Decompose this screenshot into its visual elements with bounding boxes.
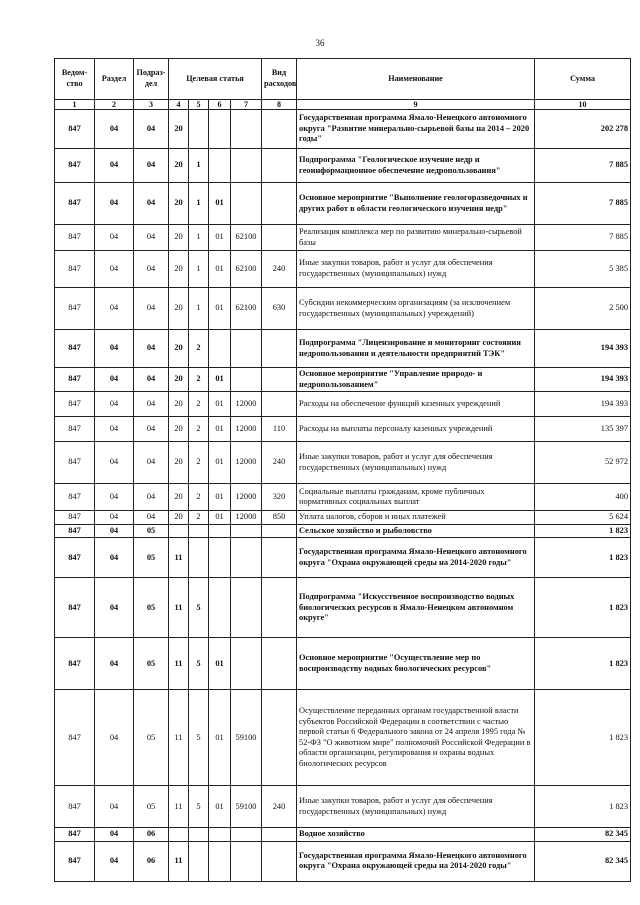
measure-code-cell: 01 [209,368,231,392]
podrazdel-cell: 04 [134,330,169,368]
name-cell: Сельское хозяйство и рыболовство [297,524,535,538]
subprogram-code-cell: 2 [189,417,209,442]
direction-code-cell [231,538,262,578]
podrazdel-cell: 04 [134,183,169,225]
name-cell: Основное мероприятие "Управление природо- и недропользованием" [297,368,535,392]
sum-cell: 82 345 [535,828,631,842]
measure-code-cell [209,841,231,881]
vedomstvo-cell: 847 [55,578,95,638]
measure-code-cell: 01 [209,484,231,511]
expense-type-cell [262,225,297,251]
direction-code-cell: 12000 [231,442,262,484]
table-row [55,251,631,288]
subprogram-code-cell [189,110,209,149]
page-number: 36 [315,38,325,48]
program-code-cell: 20 [169,288,189,330]
sum-cell: 194 393 [535,368,631,392]
razdel-cell: 04 [95,183,134,225]
expense-type-cell [262,841,297,881]
header-summa: Сумма [535,59,631,100]
podrazdel-cell: 04 [134,442,169,484]
table-row [55,442,631,484]
razdel-cell: 04 [95,538,134,578]
vedomstvo-cell: 847 [55,288,95,330]
expense-type-cell [262,538,297,578]
sum-cell: 1 823 [535,786,631,828]
column-number: 1 [55,100,95,110]
program-code-cell: 11 [169,638,189,690]
name-cell: Субсидии некоммерческим организациям (за исключением государственных (муниципальных) учреждений) [297,288,535,330]
measure-code-cell: 01 [209,183,231,225]
column-number: 7 [231,100,262,110]
direction-code-cell [231,368,262,392]
sum-cell: 5 624 [535,511,631,525]
measure-code-cell: 01 [209,417,231,442]
name-cell: Государственная программа Ямало-Ненецкого автономного округа "Охрана окружающей среды на 2014-2020 годы" [297,538,535,578]
column-number: 2 [95,100,134,110]
measure-code-cell [209,828,231,842]
name-cell: Уплата налогов, сборов и иных платежей [297,511,535,525]
sum-cell: 7 885 [535,149,631,183]
subprogram-code-cell: 1 [189,225,209,251]
direction-code-cell [231,330,262,368]
name-cell: Основное мероприятие "Выполнение геологоразведочных и других работ в области геологического изучения недр" [297,183,535,225]
expense-type-cell [262,110,297,149]
table-body [55,110,631,882]
name-cell: Подпрограмма "Геологическое изучение недр и геоинформационное обеспечение недропользования" [297,149,535,183]
name-cell: Подпрограмма "Лицензирование и мониторинг состояния недропользования и деятельности предприятий ТЭК" [297,330,535,368]
subprogram-code-cell: 2 [189,511,209,525]
podrazdel-cell: 05 [134,786,169,828]
table-row [55,368,631,392]
sum-cell: 1 823 [535,538,631,578]
subprogram-code-cell: 1 [189,183,209,225]
program-code-cell: 11 [169,841,189,881]
podrazdel-cell: 05 [134,524,169,538]
table-row [55,638,631,690]
sum-cell: 1 823 [535,578,631,638]
column-number: 5 [189,100,209,110]
direction-code-cell [231,110,262,149]
vedomstvo-cell: 847 [55,484,95,511]
name-cell: Расходы на обеспечение функций казенных учреждений [297,392,535,417]
sum-cell: 1 823 [535,638,631,690]
measure-code-cell: 01 [209,786,231,828]
razdel-cell: 04 [95,288,134,330]
razdel-cell: 04 [95,484,134,511]
name-cell: Иные закупки товаров, работ и услуг для обеспечения государственных (муниципальных) нужд [297,442,535,484]
header-vid-raskhodov: Вид расходов [262,59,297,100]
subprogram-code-cell: 1 [189,288,209,330]
measure-code-cell: 01 [209,288,231,330]
direction-code-cell: 12000 [231,417,262,442]
measure-code-cell: 01 [209,225,231,251]
name-cell: Подпрограмма "Искусственное воспроизводство водных биологических ресурсов в Ямало-Ненецком автономном округе" [297,578,535,638]
measure-code-cell: 01 [209,392,231,417]
direction-code-cell: 12000 [231,511,262,525]
program-code-cell: 20 [169,330,189,368]
program-code-cell: 11 [169,578,189,638]
razdel-cell: 04 [95,828,134,842]
table-row [55,149,631,183]
direction-code-cell: 62100 [231,288,262,330]
table-row [55,484,631,511]
table-row [55,524,631,538]
column-number: 8 [262,100,297,110]
name-cell: Иные закупки товаров, работ и услуг для обеспечения государственных (муниципальных) нужд [297,786,535,828]
vedomstvo-cell: 847 [55,511,95,525]
direction-code-cell: 62100 [231,225,262,251]
podrazdel-cell: 04 [134,417,169,442]
program-code-cell: 20 [169,225,189,251]
name-cell: Водное хозяйство [297,828,535,842]
sum-cell: 7 885 [535,183,631,225]
measure-code-cell: 01 [209,638,231,690]
header-podrazdel: Подраз-дел [134,59,169,100]
direction-code-cell: 59100 [231,786,262,828]
subprogram-code-cell [189,524,209,538]
vedomstvo-cell: 847 [55,638,95,690]
name-cell: Реализация комплекса мер по развитию минерально-сырьевой базы [297,225,535,251]
subprogram-code-cell: 2 [189,442,209,484]
expense-type-cell: 850 [262,511,297,525]
razdel-cell: 04 [95,225,134,251]
table-row [55,578,631,638]
razdel-cell: 04 [95,368,134,392]
direction-code-cell [231,638,262,690]
column-number: 10 [535,100,631,110]
razdel-cell: 04 [95,442,134,484]
measure-code-cell: 01 [209,251,231,288]
vedomstvo-cell: 847 [55,524,95,538]
razdel-cell: 04 [95,417,134,442]
name-cell: Государственная программа Ямало-Ненецкого автономного округа "Развитие минерально-сырьевой базы на 2014 – 2020 годы" [297,110,535,149]
direction-code-cell [231,578,262,638]
program-code-cell: 20 [169,392,189,417]
razdel-cell: 04 [95,786,134,828]
razdel-cell: 04 [95,690,134,786]
vedomstvo-cell: 847 [55,786,95,828]
program-code-cell [169,524,189,538]
expense-type-cell [262,368,297,392]
subprogram-code-cell: 2 [189,392,209,417]
podrazdel-cell: 05 [134,690,169,786]
vedomstvo-cell: 847 [55,149,95,183]
vedomstvo-cell: 847 [55,392,95,417]
direction-code-cell [231,149,262,183]
program-code-cell: 20 [169,368,189,392]
subprogram-code-cell: 5 [189,638,209,690]
sum-cell: 194 393 [535,330,631,368]
program-code-cell: 20 [169,110,189,149]
column-number: 3 [134,100,169,110]
measure-code-cell [209,149,231,183]
subprogram-code-cell: 5 [189,578,209,638]
sum-cell: 5 385 [535,251,631,288]
sum-cell: 400 [535,484,631,511]
column-number: 9 [297,100,535,110]
direction-code-cell: 12000 [231,484,262,511]
razdel-cell: 04 [95,251,134,288]
program-code-cell: 20 [169,149,189,183]
expense-type-cell: 240 [262,251,297,288]
program-code-cell: 20 [169,417,189,442]
measure-code-cell [209,330,231,368]
podrazdel-cell: 04 [134,149,169,183]
sum-cell: 52 972 [535,442,631,484]
name-cell: Государственная программа Ямало-Ненецкого автономного округа "Охрана окружающей среды на 2014-2020 годы" [297,841,535,881]
razdel-cell: 04 [95,392,134,417]
vedomstvo-cell: 847 [55,442,95,484]
podrazdel-cell: 04 [134,251,169,288]
subprogram-code-cell: 2 [189,368,209,392]
column-number: 4 [169,100,189,110]
table-row [55,392,631,417]
header-naimenovanie: Наименование [297,59,535,100]
program-code-cell: 11 [169,690,189,786]
direction-code-cell [231,841,262,881]
measure-code-cell [209,110,231,149]
expense-type-cell [262,392,297,417]
sum-cell: 2 500 [535,288,631,330]
podrazdel-cell: 04 [134,368,169,392]
direction-code-cell: 12000 [231,392,262,417]
razdel-cell: 04 [95,841,134,881]
subprogram-code-cell: 5 [189,690,209,786]
column-number-row [55,100,631,110]
vedomstvo-cell: 847 [55,110,95,149]
header-tselevaya-statya: Целевая статья [169,59,262,100]
expense-type-cell [262,578,297,638]
vedomstvo-cell: 847 [55,225,95,251]
column-number: 6 [209,100,231,110]
expense-type-cell [262,690,297,786]
measure-code-cell: 01 [209,511,231,525]
name-cell: Осуществление переданных органам государственной власти субъектов Российской Федерации в соответствии с частью первой статьи 6 Федерального закона от 24 апреля 1995 года № 52-ФЗ "О животном мире" полномочий Российской Федерации в области организации, регулирования и охраны водных биологических ресурсов [297,690,535,786]
program-code-cell: 11 [169,538,189,578]
vedomstvo-cell: 847 [55,828,95,842]
table-row [55,330,631,368]
name-cell: Основное мероприятие "Осуществление мер по воспроизводству водных биологических ресурсов" [297,638,535,690]
program-code-cell: 20 [169,484,189,511]
table-row [55,511,631,525]
program-code-cell: 11 [169,786,189,828]
podrazdel-cell: 06 [134,828,169,842]
sum-cell: 1 823 [535,524,631,538]
subprogram-code-cell: 1 [189,251,209,288]
subprogram-code-cell: 2 [189,484,209,511]
subprogram-code-cell [189,828,209,842]
name-cell: Социальные выплаты гражданам, кроме публичных нормативных социальных выплат [297,484,535,511]
podrazdel-cell: 05 [134,538,169,578]
expense-type-cell [262,638,297,690]
direction-code-cell: 59100 [231,690,262,786]
program-code-cell: 20 [169,251,189,288]
razdel-cell: 04 [95,578,134,638]
expense-type-cell: 320 [262,484,297,511]
razdel-cell: 04 [95,330,134,368]
podrazdel-cell: 04 [134,225,169,251]
measure-code-cell: 01 [209,690,231,786]
expense-type-cell [262,149,297,183]
razdel-cell: 04 [95,110,134,149]
sum-cell: 82 345 [535,841,631,881]
measure-code-cell: 01 [209,442,231,484]
vedomstvo-cell: 847 [55,690,95,786]
podrazdel-cell: 05 [134,638,169,690]
expense-type-cell [262,183,297,225]
table-row [55,225,631,251]
sum-cell: 194 393 [535,392,631,417]
measure-code-cell [209,538,231,578]
table-row [55,786,631,828]
budget-table [54,58,631,882]
direction-code-cell [231,183,262,225]
header-razdel: Раздел [95,59,134,100]
sum-cell: 202 278 [535,110,631,149]
table-row [55,841,631,881]
direction-code-cell [231,828,262,842]
vedomstvo-cell: 847 [55,417,95,442]
podrazdel-cell: 04 [134,484,169,511]
table-row [55,288,631,330]
expense-type-cell: 240 [262,786,297,828]
expense-type-cell [262,330,297,368]
expense-type-cell: 110 [262,417,297,442]
name-cell: Иные закупки товаров, работ и услуг для обеспечения государственных (муниципальных) нужд [297,251,535,288]
vedomstvo-cell: 847 [55,538,95,578]
sum-cell: 7 885 [535,225,631,251]
measure-code-cell [209,524,231,538]
measure-code-cell [209,578,231,638]
razdel-cell: 04 [95,638,134,690]
podrazdel-cell: 04 [134,511,169,525]
name-cell: Расходы на выплаты персоналу казенных учреждений [297,417,535,442]
razdel-cell: 04 [95,524,134,538]
direction-code-cell [231,524,262,538]
program-code-cell: 20 [169,442,189,484]
expense-type-cell: 240 [262,442,297,484]
table-row [55,110,631,149]
program-code-cell: 20 [169,511,189,525]
expense-type-cell: 630 [262,288,297,330]
header-vedomstvo: Ведом-ство [55,59,95,100]
vedomstvo-cell: 847 [55,841,95,881]
subprogram-code-cell: 1 [189,149,209,183]
sum-cell: 135 397 [535,417,631,442]
podrazdel-cell: 04 [134,288,169,330]
vedomstvo-cell: 847 [55,368,95,392]
program-code-cell [169,828,189,842]
table-row [55,417,631,442]
table-row [55,538,631,578]
vedomstvo-cell: 847 [55,330,95,368]
subprogram-code-cell [189,841,209,881]
vedomstvo-cell: 847 [55,251,95,288]
podrazdel-cell: 04 [134,110,169,149]
subprogram-code-cell: 5 [189,786,209,828]
razdel-cell: 04 [95,511,134,525]
podrazdel-cell: 04 [134,392,169,417]
podrazdel-cell: 06 [134,841,169,881]
podrazdel-cell: 05 [134,578,169,638]
subprogram-code-cell [189,538,209,578]
sum-cell: 1 823 [535,690,631,786]
table-row [55,828,631,842]
direction-code-cell: 62100 [231,251,262,288]
expense-type-cell [262,828,297,842]
vedomstvo-cell: 847 [55,183,95,225]
expense-type-cell [262,524,297,538]
razdel-cell: 04 [95,149,134,183]
program-code-cell: 20 [169,183,189,225]
table-row [55,690,631,786]
header-row [55,59,631,100]
table-row [55,183,631,225]
subprogram-code-cell: 2 [189,330,209,368]
